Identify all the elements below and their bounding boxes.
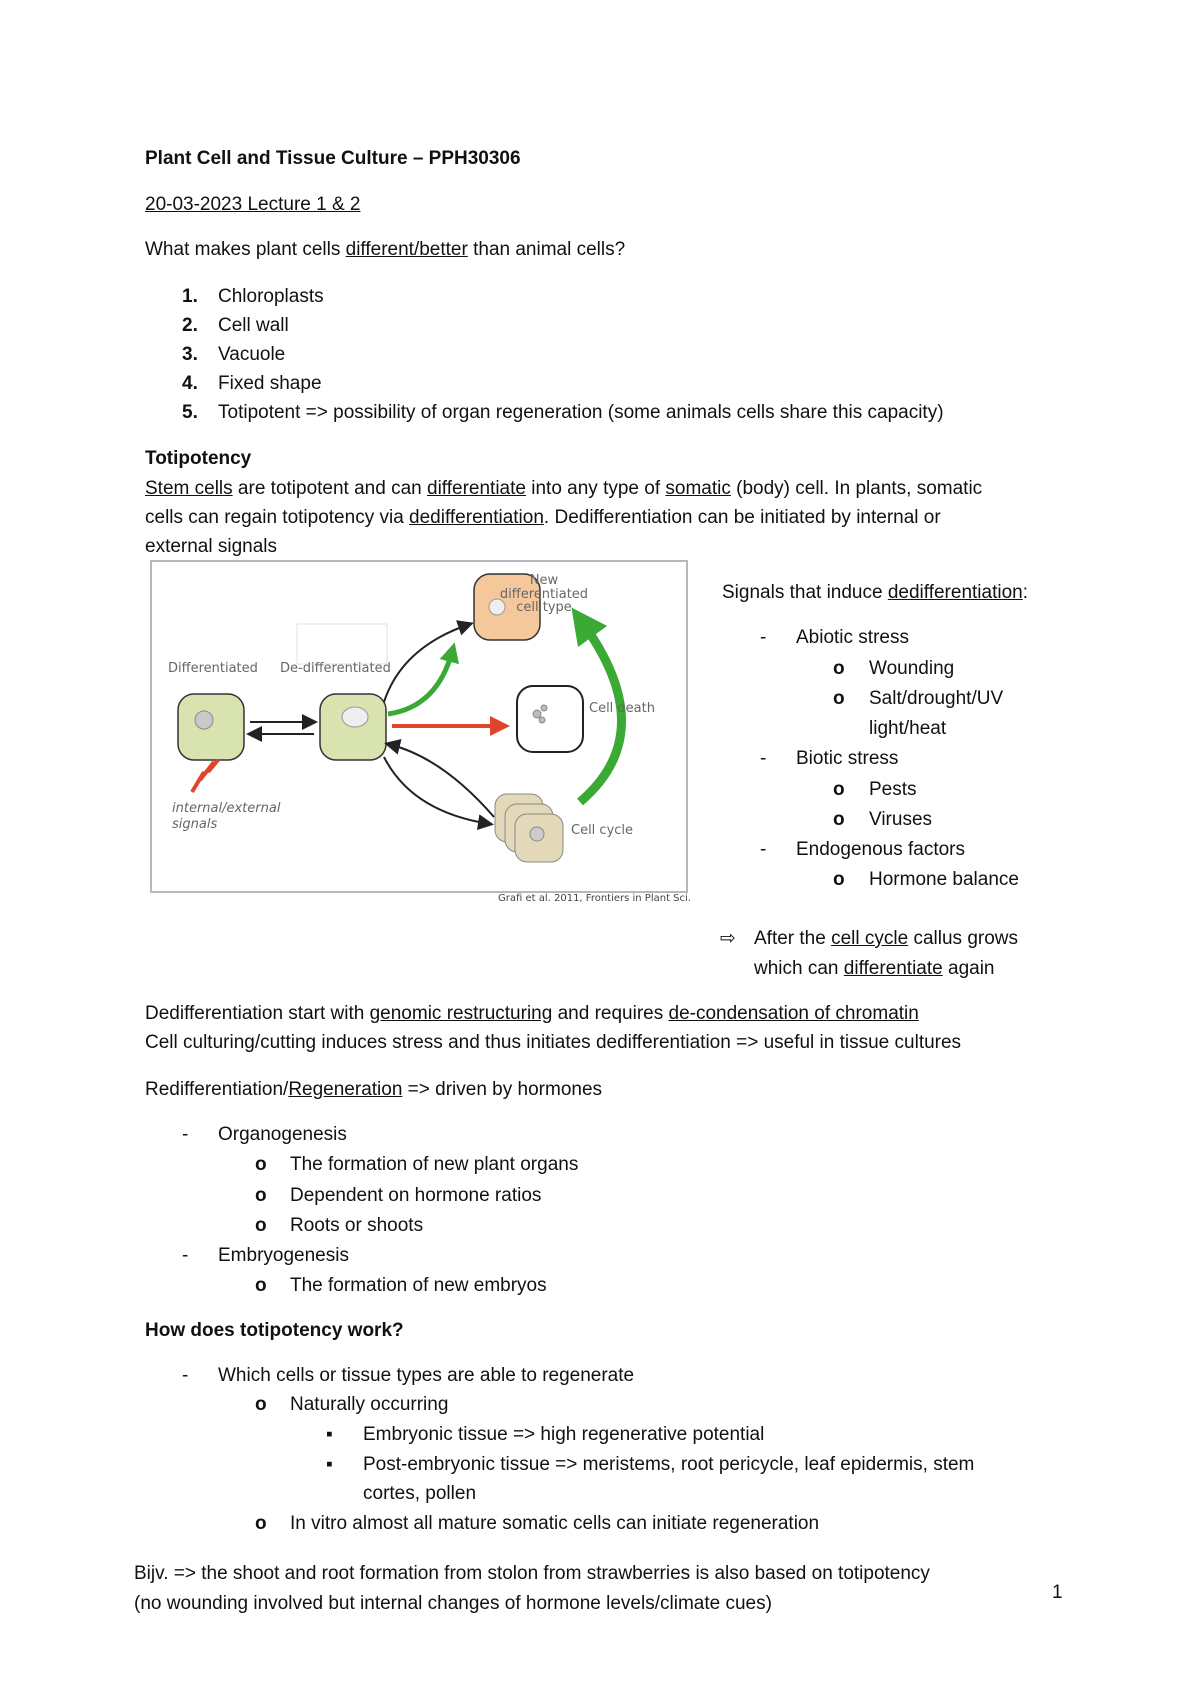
rediff-line (145, 1079, 602, 1102)
term-differentiate: differentiate (843, 958, 943, 979)
label-cell-type: cell type (516, 600, 572, 615)
list-item: Post-embryonic tissue => meristems, root pericycle, leaf epidermis, stem (363, 1454, 975, 1475)
list-item (182, 373, 322, 396)
list-text: Totipotent => possibility of organ regeneration (some animals cells share this capacity) (218, 402, 944, 423)
list-item-salt: Salt/drought/UV (869, 688, 1004, 709)
figure-svg (152, 562, 686, 891)
circle-bullet: o (255, 1185, 267, 1206)
dedifferentiation-figure (150, 560, 688, 893)
list-item: Which cells or tissue types are able to regenerate (218, 1365, 635, 1386)
term-stem-cells: Stem cells (145, 478, 233, 499)
term-dedifferentiation: dedifferentiation (887, 582, 1023, 603)
text-run: : (1022, 582, 1028, 603)
section-heading-totipotency: Totipotency (145, 448, 252, 469)
dash-marker: - (182, 1124, 189, 1145)
question-underlined: different/better (345, 239, 468, 260)
callus-line-2 (754, 958, 995, 981)
dash-marker: - (760, 839, 767, 860)
list-item-endogenous: Endogenous factors (796, 839, 966, 860)
list-num: 3. (182, 344, 198, 365)
list-text: Fixed shape (218, 373, 322, 394)
section-heading-how: How does totipotency work? (145, 1320, 404, 1341)
list-item (182, 286, 324, 309)
footer-line: Bijv. => the shoot and root formation from stolon from strawberries is also based on totipotency (134, 1563, 930, 1584)
list-item-salt-cont: light/heat (869, 718, 947, 739)
circle-bullet: o (833, 658, 845, 679)
list-item (182, 402, 944, 425)
list-item: Embryonic tissue => high regenerative potential (363, 1424, 765, 1445)
list-item (182, 344, 285, 367)
list-item-wounding: Wounding (869, 658, 955, 679)
list-item: Naturally occurring (290, 1394, 449, 1415)
list-item-cont: cortes, pollen (363, 1483, 477, 1504)
label-cell-death: Cell death (589, 701, 655, 716)
arrow-cycle-back (388, 744, 494, 817)
page-number: 1 (1052, 1582, 1063, 1603)
label-dedifferentiated: De-differentiated (280, 661, 391, 676)
dash-marker: - (182, 1365, 189, 1386)
signal-spike-icon (192, 760, 218, 792)
list-num: 4. (182, 373, 198, 394)
list-text: Vacuole (218, 344, 286, 365)
text-run: into any type of (525, 478, 666, 499)
text-run: and requires (552, 1003, 669, 1024)
label-new: New (529, 573, 559, 588)
fragment (541, 705, 547, 711)
figure-citation: Grafi et al. 2011, Frontiers in Plant Sci. (498, 893, 691, 904)
text-run: Redifferentiation/ (145, 1079, 289, 1100)
text-run: => driven by hormones (402, 1079, 603, 1100)
fragment (533, 710, 541, 718)
term-somatic: somatic (665, 478, 731, 499)
paragraph-line (145, 507, 941, 530)
list-item: Dependent on hormone ratios (290, 1185, 542, 1206)
text-run: callus grows (908, 928, 1019, 949)
list-num: 5. (182, 402, 198, 423)
text-run: are totipotent and can (232, 478, 428, 499)
square-bullet: ▪ (326, 1424, 333, 1445)
circle-bullet: o (255, 1215, 267, 1236)
fragment (539, 717, 545, 723)
paragraph-line: Cell culturing/cutting induces stress and thus initiates dedifferentiation => useful in tissue cultures (145, 1032, 962, 1053)
dash-marker: - (182, 1245, 189, 1266)
text-run: cells can regain totipotency via (145, 507, 410, 528)
list-text: Chloroplasts (218, 286, 324, 307)
paragraph-line (145, 1003, 919, 1026)
term-chromatin: de-condensation of chromatin (668, 1003, 919, 1024)
text-run: which can (754, 958, 844, 979)
placeholder-box (297, 624, 387, 664)
term-regeneration: Regeneration (288, 1079, 403, 1100)
circle-bullet: o (255, 1513, 267, 1534)
label-signals-1: internal/external (172, 801, 281, 816)
list-item: Roots or shoots (290, 1215, 424, 1236)
list-item-embryogenesis: Embryogenesis (218, 1245, 349, 1266)
term-dedifferentiation: dedifferentiation (409, 507, 544, 528)
circle-bullet: o (833, 779, 845, 800)
signals-heading (722, 582, 1028, 605)
list-item: In vitro almost all mature somatic cells can initiate regeneration (290, 1513, 820, 1534)
arrow-to-new (384, 624, 470, 702)
text-run: again (942, 958, 995, 979)
list-item: The formation of new plant organs (290, 1154, 579, 1175)
nucleus (195, 711, 213, 729)
text-run: After the (754, 928, 832, 949)
text-run: . Dedifferentiation can be initiated by internal or (543, 507, 941, 528)
list-item-viruses: Viruses (869, 809, 933, 830)
label-differentiated: Differentiated (168, 661, 258, 676)
list-num: 2. (182, 315, 198, 336)
arrow-right-icon: ⇨ (720, 928, 736, 949)
circle-bullet: o (255, 1394, 267, 1415)
document-title: Plant Cell and Tissue Culture – PPH30306 (145, 148, 521, 169)
date-text: 20-03-2023 Lecture 1 & 2 (145, 194, 361, 215)
question-line (145, 239, 625, 262)
list-num: 1. (182, 286, 198, 307)
text-run: Signals that induce (722, 582, 888, 603)
footer-line: (no wounding involved but internal changes of hormone levels/climate cues) (134, 1593, 772, 1614)
arrow-to-cycle (384, 757, 490, 824)
differentiated-cell (178, 694, 244, 760)
circle-bullet: o (833, 688, 845, 709)
dash-marker: - (760, 748, 767, 769)
list-item (182, 315, 289, 338)
circle-bullet: o (833, 809, 845, 830)
list-item: The formation of new embryos (290, 1275, 547, 1296)
nucleus (530, 827, 544, 841)
list-item-organogenesis: Organogenesis (218, 1124, 347, 1145)
question-post: than animal cells? (467, 239, 626, 260)
list-text: Cell wall (218, 315, 289, 336)
list-item-abiotic: Abiotic stress (796, 627, 909, 648)
text-run: (body) cell. In plants, somatic (730, 478, 983, 499)
label-signals-2: signals (172, 817, 218, 832)
list-item-hormone: Hormone balance (869, 869, 1019, 890)
square-bullet: ▪ (326, 1454, 333, 1475)
date-line (145, 194, 361, 217)
list-item-pests: Pests (869, 779, 917, 800)
circle-bullet: o (833, 869, 845, 890)
label-differentiated-line: differentiated (499, 587, 589, 602)
paragraph-line (145, 478, 982, 501)
cell-death-cell (517, 686, 583, 752)
paragraph-line: external signals (145, 536, 278, 557)
question-pre: What makes plant cells (145, 239, 346, 260)
circle-bullet: o (255, 1275, 267, 1296)
green-arrow-small (388, 652, 452, 714)
term-differentiate: differentiate (427, 478, 526, 499)
term-cell-cycle: cell cycle (831, 928, 909, 949)
nucleus (342, 707, 368, 727)
dash-marker: - (760, 627, 767, 648)
label-cell-cycle: Cell cycle (571, 823, 634, 838)
term-genomic-restructuring: genomic restructuring (369, 1003, 553, 1024)
text-run: Dedifferentiation start with (145, 1003, 370, 1024)
callus-line-1 (754, 928, 1018, 951)
list-item-biotic: Biotic stress (796, 748, 899, 769)
circle-bullet: o (255, 1154, 267, 1175)
